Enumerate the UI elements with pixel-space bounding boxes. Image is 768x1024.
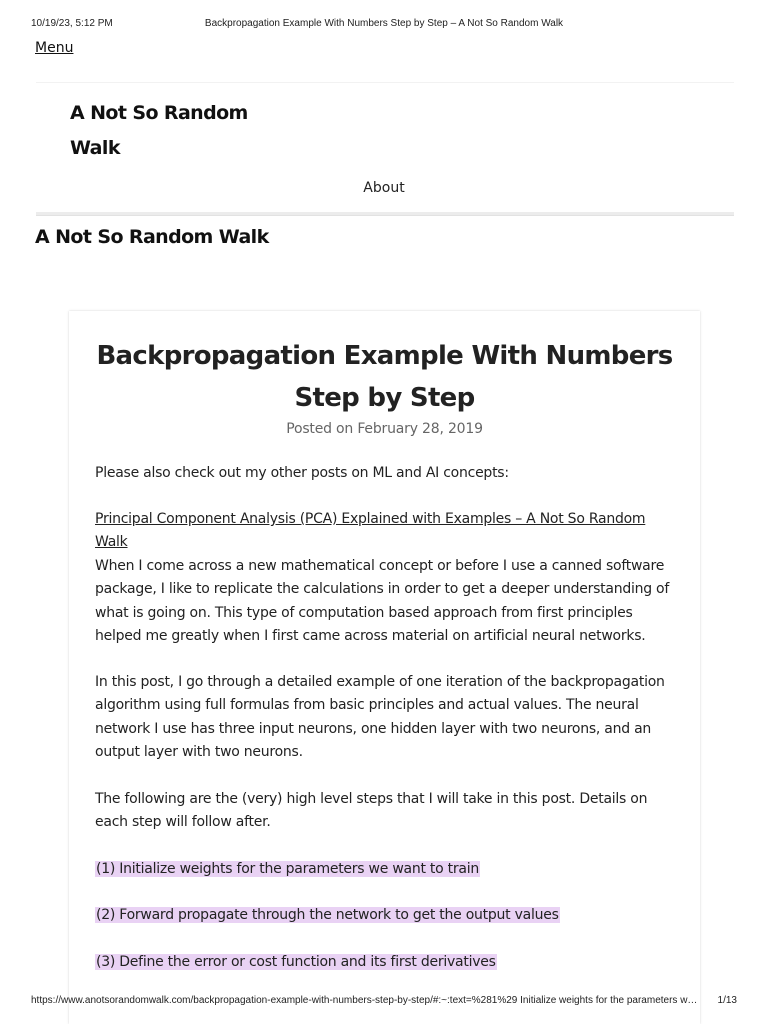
paragraph-steps-intro: The following are the (very) high level steps that I will take in this post. Details on each step will follow after. [95,791,648,831]
step-3-text: (3) Define the error or cost function and its first derivatives [96,954,496,970]
paragraph-motivation: When I come across a new mathematical concept or before I use a canned software package, I like to replicate the calculations in order to get a deeper understanding of what is going on. This type of computation based approach from first principles helped me greatly when I first came across material on artificial neural networks. [95,558,670,644]
print-document-title: Backpropagation Example With Numbers Step by Step – A Not So Random Walk [204,18,564,29]
step-item-3 [95,952,497,972]
post-card [69,311,700,1024]
print-page-number: 1/13 [717,995,737,1006]
print-footer [0,995,768,1009]
nav-divider [36,212,734,216]
menu-link[interactable]: Menu [35,40,74,56]
step-1-text: (1) Initialize weights for the parameters we want to train [96,861,479,877]
step-item-1 [95,859,480,879]
post-title: Backpropagation Example With Numbers Step by Step [96,341,673,413]
print-header [0,18,768,32]
site-heading: A Not So Random Walk [35,226,269,248]
step-item-2 [95,905,560,925]
paragraph-overview: In this post, I go through a detailed example of one iteration of the backpropagation algorithm using full formulas from basic principles and actual values. The neural network I use has three input neurons, one hidden layer with two neurons, and an output layer with two neurons. [95,674,665,760]
nav-item-about[interactable]: About [363,180,405,196]
post-date: Posted on February 28, 2019 [286,421,483,437]
print-url: https://www.anotsorandomwalk.com/backpropagation-example-with-numbers-step-by-step/#:~:text=%281%29 Initialize weights for the parameters w… [31,995,698,1006]
pca-post-link[interactable]: Principal Component Analysis (PCA) Explained with Examples – A Not So Random Walk [95,511,646,551]
print-datetime: 10/19/23, 5:12 PM [31,18,113,29]
header-band [36,82,734,83]
step-2-text: (2) Forward propagate through the network to get the output values [96,907,559,923]
intro-paragraph: Please also check out my other posts on ML and AI concepts: [95,465,509,481]
site-title-logo[interactable]: A Not So Random Walk [70,102,248,159]
